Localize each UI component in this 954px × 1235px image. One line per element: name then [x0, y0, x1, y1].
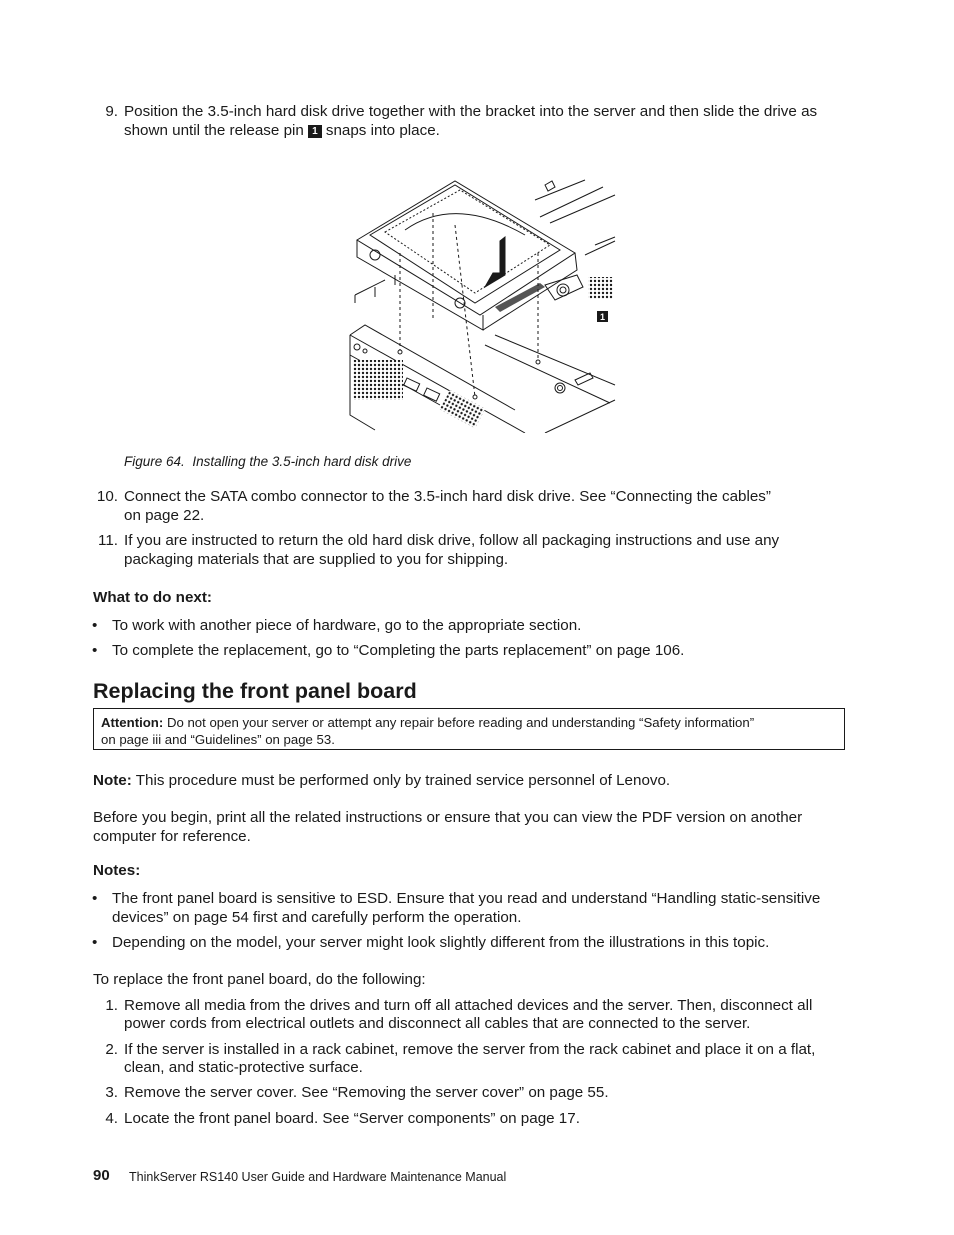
step-text-line: Remove all media from the drives and turn off all attached devices and the server. Then, disconnect all	[124, 997, 813, 1014]
note-paragraph: Note: This procedure must be performed only by trained service personnel of Lenovo.	[93, 772, 671, 789]
step-text-line: If you are instructed to return the old hard disk drive, follow all packaging instructions and use any	[124, 532, 780, 549]
step-number: 10.	[96, 488, 118, 505]
bullet-icon: •	[92, 934, 98, 951]
list-item-line: Depending on the model, your server might look slightly different from the illustrations in this topic.	[112, 934, 770, 951]
attention-label: Attention:	[101, 715, 164, 730]
callout-badge: 1	[308, 125, 322, 138]
step-number: 11.	[98, 532, 118, 549]
step-number: 3.	[105, 1084, 118, 1101]
list-item-line: devices” on page 54 first and carefully perform the operation.	[112, 909, 522, 926]
what-next-title: What to do next:	[93, 589, 212, 606]
step-text-line: shown until the release pin 1 snaps into place.	[124, 122, 440, 139]
step-number: 9.	[105, 103, 118, 120]
attention-box: Attention: Do not open your server or attempt any repair before reading and understanding “Safety information” on page iii and “Guidelines” on page 53.	[93, 708, 845, 750]
step-text-line: If the server is installed in a rack cabinet, remove the server from the rack cabinet and place it on a flat,	[124, 1041, 816, 1058]
list-item-line: The front panel board is sensitive to ESD. Ensure that you read and understand “Handling static-sensitive	[112, 890, 821, 907]
page-number: 90	[93, 1167, 110, 1184]
step-text-line: Remove the server cover. See “Removing the server cover” on page 55.	[124, 1084, 609, 1101]
notes-title: Notes:	[93, 862, 141, 879]
step-number: 4.	[105, 1110, 118, 1127]
figure-caption: Figure 64. Installing the 3.5-inch hard disk drive	[124, 454, 412, 469]
list-item: To complete the replacement, go to “Completing the parts replacement” on page 106.	[112, 642, 685, 659]
before-paragraph-line: computer for reference.	[93, 828, 251, 845]
step-text-line: Position the 3.5-inch hard disk drive together with the bracket into the server and then slide the drive as	[124, 103, 818, 120]
bullet-icon: •	[92, 890, 98, 907]
step-text-line: Locate the front panel board. See “Server components” on page 17.	[124, 1110, 580, 1127]
callout-label: 1	[599, 312, 606, 322]
step-number: 1.	[105, 997, 118, 1014]
hard-disk-drive-illustration	[345, 175, 620, 433]
section-heading: Replacing the front panel board	[93, 679, 417, 703]
before-paragraph-line: Before you begin, print all the related instructions or ensure that you can view the PDF version on another	[93, 809, 803, 826]
footer-title: ThinkServer RS140 User Guide and Hardware Maintenance Manual	[129, 1170, 507, 1184]
step-text-line: Connect the SATA combo connector to the 3.5-inch hard disk drive. See “Connecting the cables”	[124, 488, 771, 505]
list-item: To work with another piece of hardware, go to the appropriate section.	[112, 617, 582, 634]
step-text-line: clean, and static-protective surface.	[124, 1059, 363, 1076]
step-number: 2.	[105, 1041, 118, 1058]
procedure-intro: To replace the front panel board, do the following:	[93, 971, 426, 988]
step-text-line: on page 22.	[124, 507, 205, 524]
bullet-icon: •	[92, 617, 98, 634]
bullet-icon: •	[92, 642, 98, 659]
step-text-line: power cords from electrical outlets and disconnect all cables that are connected to the server.	[124, 1015, 751, 1032]
step-text-line: packaging materials that are supplied to you for shipping.	[124, 551, 509, 568]
